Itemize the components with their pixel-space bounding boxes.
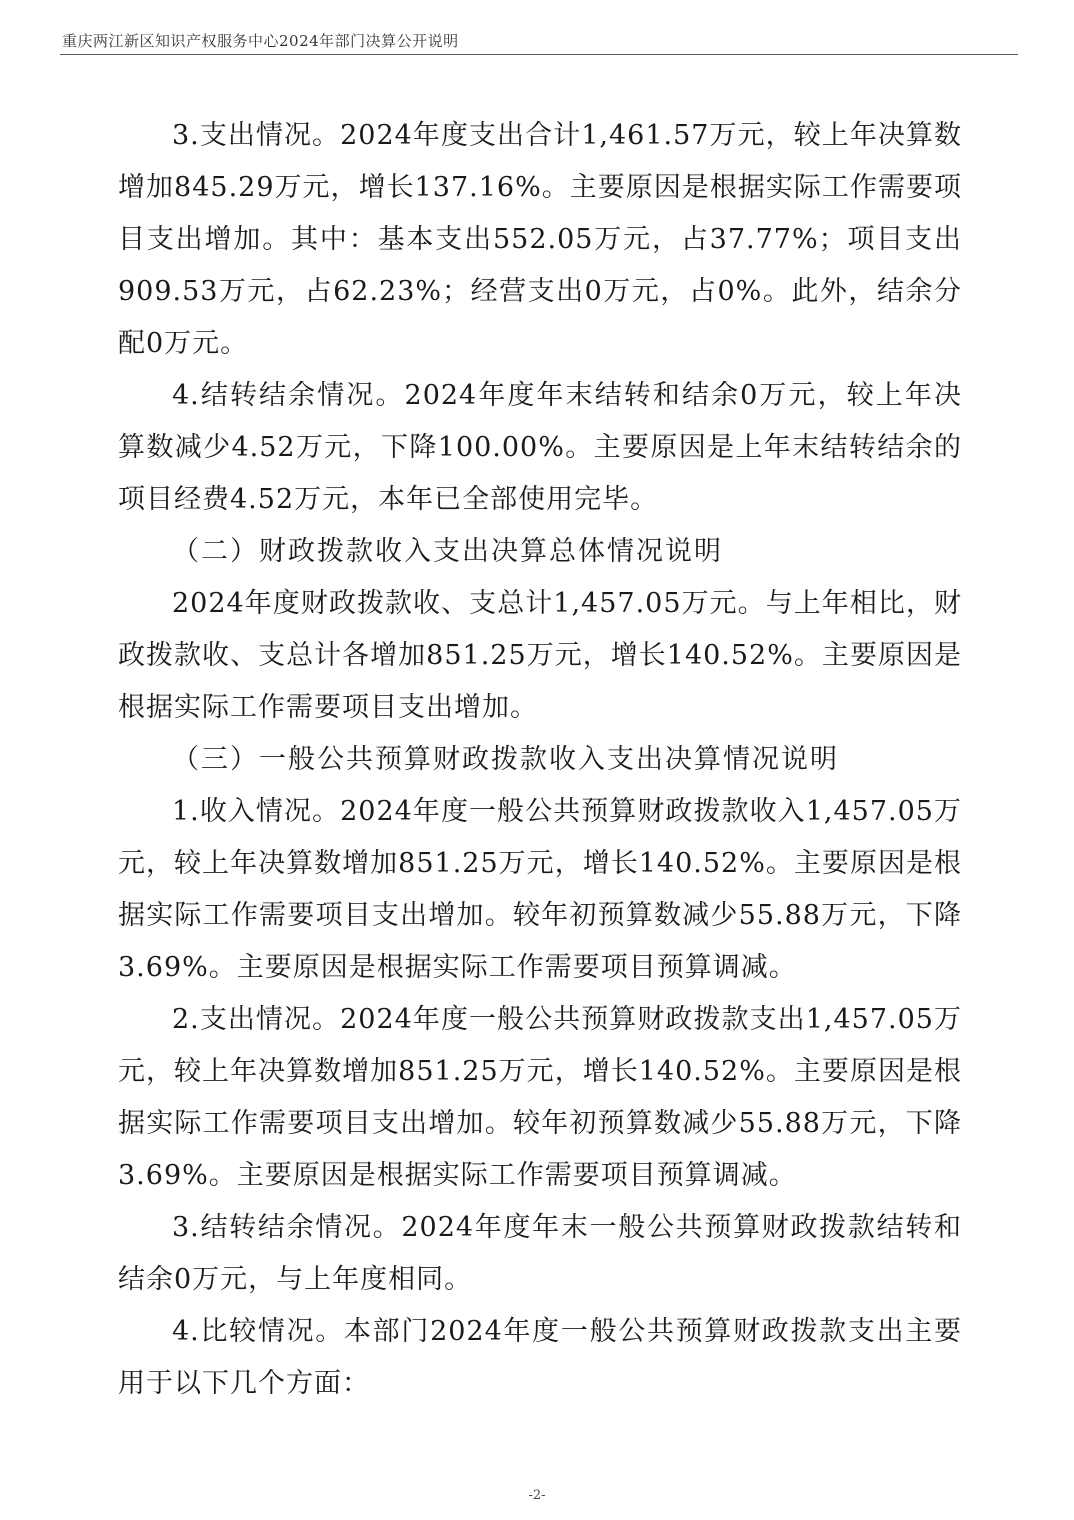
section-heading-general-budget: （三）一般公共预算财政拨款收入支出决算情况说明 xyxy=(172,744,839,775)
paragraph-carryover: 4.结转结余情况。2024年度年末结转和结余0万元，较上年决算数减少4.52万元，下降100.00%。主要原因是上年末结转结余的项目经费4.52万元，本年已全部使用完毕。 xyxy=(118,380,962,515)
page-number: -2- xyxy=(528,1488,546,1503)
document-body xyxy=(118,110,962,1410)
paragraph-general-expenditure: 2.支出情况。2024年度一般公共预算财政拨款支出1,457.05万元，较上年决算数增加851.25万元，增长140.52%。主要原因是根据实际工作需要项目支出增加。较年初预算数减少55.88万元，下降3.69%。主要原因是根据实际工作需要项目预算调减。 xyxy=(118,1004,962,1191)
paragraph-expenditure: 3.支出情况。2024年度支出合计1,461.57万元，较上年决算数增加845.29万元，增长137.16%。主要原因是根据实际工作需要项目支出增加。其中：基本支出552.05万元，占37.77%；项目支出909.53万元，占62.23%；经营支出0万元，占0%。此外，结余分配0万元。 xyxy=(118,120,962,359)
section-heading-fiscal-overall: （二）财政拨款收入支出决算总体情况说明 xyxy=(172,536,723,567)
header-divider xyxy=(60,54,1018,55)
running-header: 重庆两江新区知识产权服务中心2024年部门决算公开说明 xyxy=(62,32,459,50)
paragraph-comparison: 4.比较情况。本部门2024年度一般公共预算财政拨款支出主要用于以下几个方面： xyxy=(118,1316,962,1399)
paragraph-fiscal-overall: 2024年度财政拨款收、支总计1,457.05万元。与上年相比，财政拨款收、支总计各增加851.25万元，增长140.52%。主要原因是根据实际工作需要项目支出增加。 xyxy=(118,588,962,723)
paragraph-general-income: 1.收入情况。2024年度一般公共预算财政拨款收入1,457.05万元，较上年决算数增加851.25万元，增长140.52%。主要原因是根据实际工作需要项目支出增加。较年初预算数减少55.88万元，下降3.69%。主要原因是根据实际工作需要项目预算调减。 xyxy=(118,796,962,983)
paragraph-general-carryover: 3.结转结余情况。2024年度年末一般公共预算财政拨款结转和结余0万元，与上年度相同。 xyxy=(118,1212,962,1295)
